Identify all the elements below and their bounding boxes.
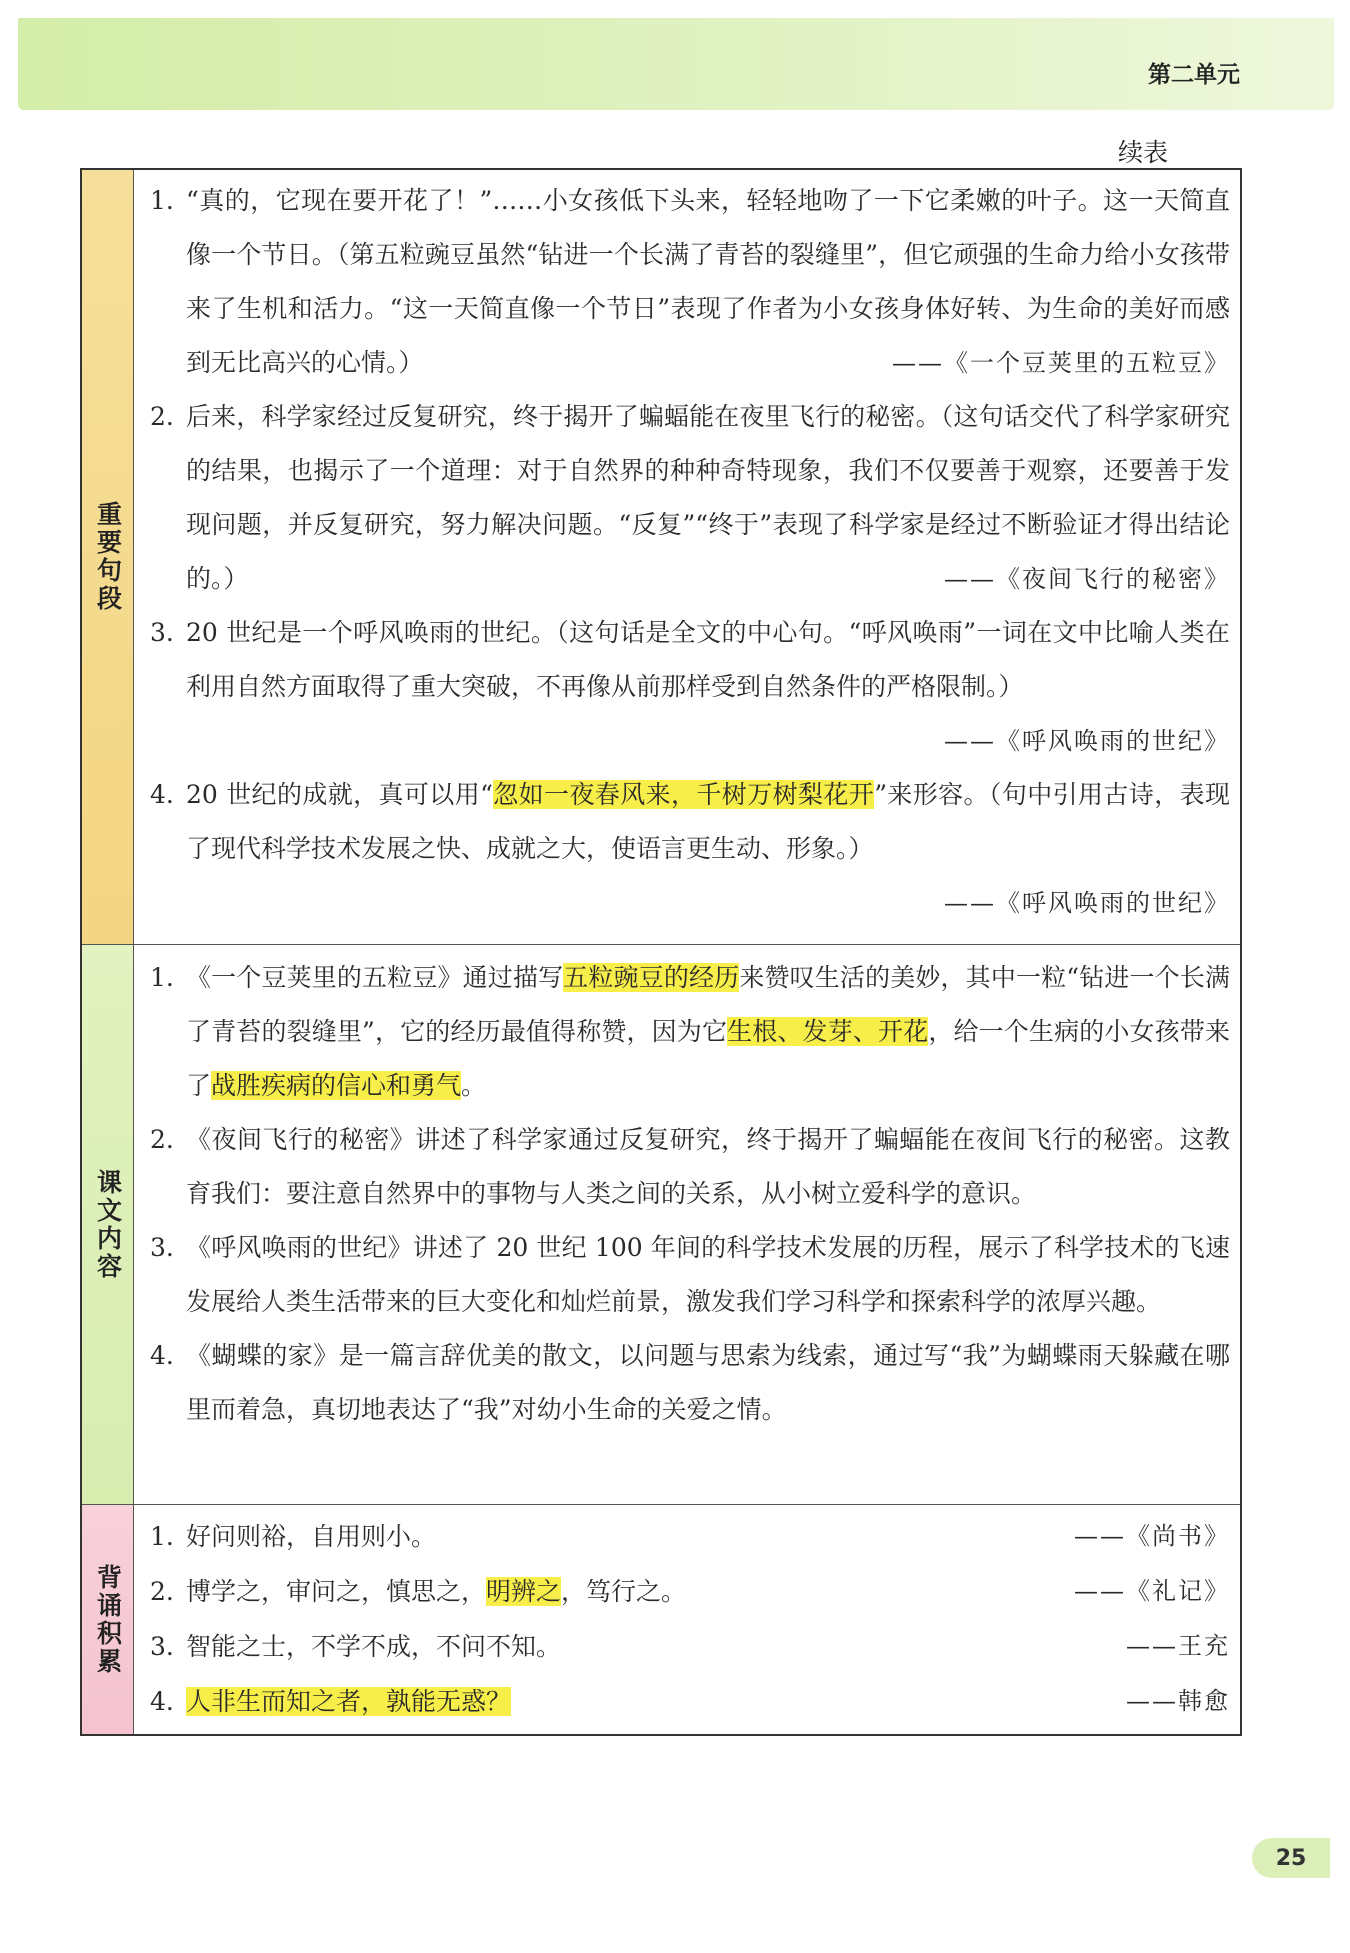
list-item — [150, 390, 1230, 606]
text-segment: ，给一个生病的小女孩带来了 — [186, 1017, 1230, 1100]
item-number: 1. — [150, 186, 174, 215]
unit-title: 第二单元 — [1148, 62, 1240, 88]
section-content — [134, 1505, 1240, 1734]
item-number: 3. — [150, 1233, 174, 1262]
list-item — [150, 1221, 1230, 1329]
list-item — [150, 768, 1230, 876]
item-source: ——《尚书》 — [1074, 1522, 1230, 1550]
section-content — [134, 945, 1240, 1504]
item-number: 1. — [150, 963, 174, 992]
section-label: 背诵积累 — [93, 1563, 123, 1676]
section-label-cell — [82, 945, 134, 1504]
item-text — [186, 618, 1230, 701]
section-text-content — [82, 945, 1240, 1505]
list-item — [150, 1113, 1230, 1221]
section-label-cell — [82, 170, 134, 944]
section-label: 课文内容 — [93, 1168, 123, 1281]
page-number: 25 — [1252, 1838, 1330, 1878]
text-segment: 20 世纪的成就，真可以用“ — [186, 780, 493, 809]
list-item — [150, 951, 1230, 1113]
item-number: 4. — [150, 780, 174, 809]
item-number: 2. — [150, 402, 174, 431]
text-segment: ”来形容。（句中引用古诗，表现了现代科学技术发展之快、成就之大，使语言更生动、形象。） — [186, 780, 1230, 863]
item-source: ——《礼记》 — [1074, 1577, 1230, 1605]
item-text — [186, 1577, 686, 1606]
highlighted-text: 明辨之 — [486, 1577, 562, 1606]
text-segment: 智能之士，不学不成，不问不知。 — [186, 1632, 562, 1661]
item-source: ——《夜间飞行的秘密》 — [944, 565, 1230, 593]
section-label: 重要句段 — [93, 501, 123, 613]
item-number: 3. — [150, 618, 174, 647]
text-segment: 。 — [461, 1071, 487, 1100]
item-text — [186, 1233, 1230, 1316]
item-source: ——王充 — [1126, 1632, 1230, 1660]
text-segment: 博学之，审问之，慎思之， — [186, 1577, 487, 1606]
item-number: 4. — [150, 1687, 174, 1716]
item-number: 2. — [150, 1577, 174, 1606]
item-number: 3. — [150, 1632, 174, 1661]
summary-table — [80, 168, 1242, 1736]
header-band — [18, 18, 1334, 110]
highlighted-text: 人非生而知之者，孰能无惑？ — [186, 1687, 512, 1716]
highlighted-text: 忽如一夜春风来，千树万树梨花开 — [492, 780, 875, 809]
text-segment: ，笃行之。 — [561, 1577, 687, 1606]
item-number: 2. — [150, 1125, 174, 1154]
item-source: ——《呼风唤雨的世纪》 — [944, 889, 1230, 917]
section-recitation — [82, 1505, 1240, 1734]
text-segment: 《呼风唤雨的世纪》讲述了 20 世纪 100 年间的科学技术发展的历程，展示了科学技术的飞速发展给人类生活带来的巨大变化和灿烂前景，激发我们学习科学和探索科学的浓厚兴趣。 — [186, 1233, 1230, 1316]
item-text — [186, 1125, 1230, 1208]
section-content — [134, 170, 1240, 944]
list-item — [150, 1509, 1230, 1564]
item-number: 1. — [150, 1522, 174, 1551]
continued-label: 续表 — [1118, 138, 1169, 167]
item-source: ——《一个豆荚里的五粒豆》 — [892, 349, 1230, 377]
list-item — [150, 606, 1230, 714]
section-label-cell — [82, 1505, 134, 1734]
text-segment: 好问则裕，自用则小。 — [186, 1522, 437, 1551]
item-text — [186, 1687, 511, 1716]
text-segment: 《夜间飞行的秘密》讲述了科学家通过反复研究，终于揭开了蝙蝠能在夜间飞行的秘密。这教育我们：要注意自然界中的事物与人类之间的关系，从小树立爱科学的意识。 — [186, 1125, 1230, 1208]
highlighted-text: 战胜疾病的信心和勇气 — [211, 1071, 462, 1100]
list-item — [150, 1619, 1230, 1674]
list-item — [150, 1674, 1230, 1729]
item-number: 4. — [150, 1341, 174, 1370]
list-item — [150, 1329, 1230, 1437]
item-text — [186, 1522, 436, 1551]
text-segment: “真的，它现在要开花了！”……小女孩低下头来，轻轻地吻了一下它柔嫩的叶子。这一天简直像一个节日。（第五粒豌豆虽然“钻进一个长满了青苔的裂缝里”，但它顽强的生命力给小女孩带来了生机和活力。“这一天简直像一个节日”表现了作者为小女孩身体好转、为生命的美好而感到无比高兴的心情。） — [186, 186, 1230, 377]
text-segment: 《蝴蝶的家》是一篇言辞优美的散文，以问题与思索为线索，通过写“我”为蝴蝶雨天躲藏在哪里而着急，真切地表达了“我”对幼小生命的关爱之情。 — [186, 1341, 1230, 1424]
highlighted-text: 生根、发芽、开花 — [727, 1017, 929, 1046]
item-text — [186, 780, 1230, 863]
section-key-sentences — [82, 170, 1240, 945]
text-segment: 《一个豆荚里的五粒豆》通过描写 — [186, 963, 564, 992]
list-item — [150, 174, 1230, 390]
text-segment: 20 世纪是一个呼风唤雨的世纪。（这句话是全文的中心句。“呼风唤雨”一词在文中比喻人类在利用自然方面取得了重大突破，不再像从前那样受到自然条件的严格限制。） — [186, 618, 1230, 701]
list-item — [150, 1564, 1230, 1619]
item-text — [186, 963, 1230, 1100]
text-segment: 后来，科学家经过反复研究，终于揭开了蝙蝠能在夜里飞行的秘密。（这句话交代了科学家研究的结果，也揭示了一个道理：对于自然界的种种奇特现象，我们不仅要善于观察，还要善于发现问题，并反复研究，努力解决问题。“反复”“终于”表现了科学家是经过不断验证才得出结论的。） — [186, 402, 1230, 593]
item-source: ——韩愈 — [1126, 1687, 1230, 1715]
item-source: ——《呼风唤雨的世纪》 — [944, 727, 1230, 755]
highlighted-text: 五粒豌豆的经历 — [563, 963, 740, 992]
item-text — [186, 1341, 1230, 1424]
item-text — [186, 1632, 561, 1661]
text-segment: 来赞叹生活的美妙，其中一粒“钻进一个长满了青苔的裂缝里”，它的经历最值得称赞，因为它 — [186, 963, 1230, 1046]
